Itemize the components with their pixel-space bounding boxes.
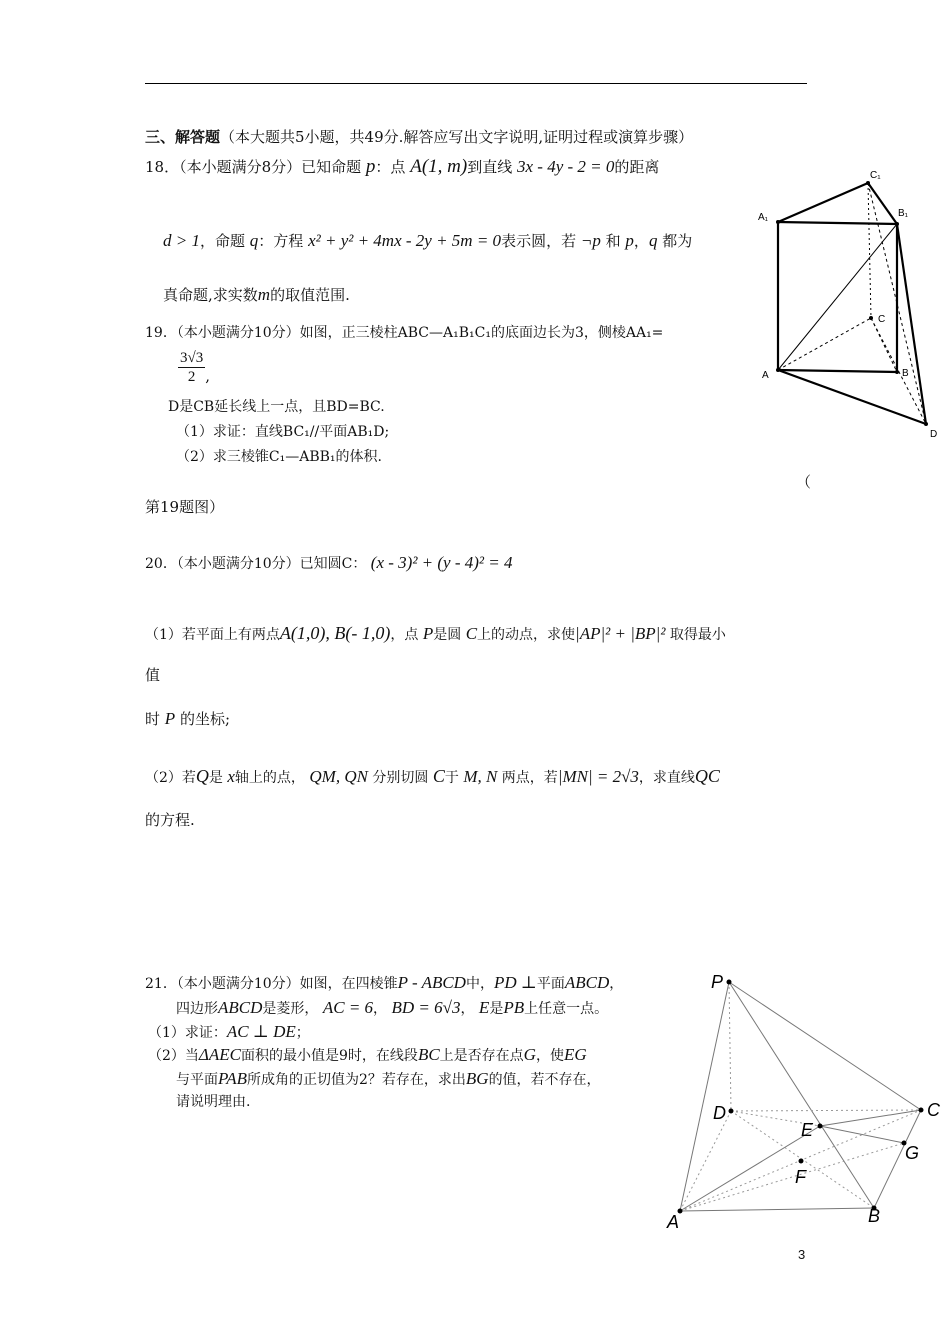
- q21-line2: 四边形ABCD是菱形， AC = 6， BD = 6√3， E是PB上任意一点。: [176, 998, 609, 1017]
- header-rule: [145, 83, 807, 84]
- page-number: 3: [798, 1247, 806, 1262]
- q20-part1-cont: 值: [145, 666, 161, 684]
- q20-part1-cont2: 时 P 的坐标;: [145, 709, 231, 728]
- label-E: E: [801, 1120, 814, 1140]
- q18-line1: 18．（本小题满分8分）已知命题 p：点 A(1, m)到直线 3x - 4y - 2 = 0的距离: [145, 156, 660, 177]
- q19-caption: 第19题图）: [145, 498, 225, 516]
- label-C1: C₁: [870, 170, 881, 181]
- q21-line5: 请说明理由.: [176, 1094, 251, 1110]
- section-desc: （本大题共5小题，共49分.解答应写出文字说明,证明过程或演算步骤）: [220, 128, 694, 146]
- q19-line2: D是CB延长线上一点，且BD=BC.: [168, 399, 385, 415]
- label-F: F: [795, 1167, 806, 1187]
- figure-19-prism: [740, 160, 945, 445]
- label-G: G: [905, 1143, 920, 1163]
- label-D: D: [713, 1103, 726, 1123]
- q21-part1: （1）求证：AC ⊥ DE；: [148, 1022, 310, 1041]
- q21-line4: 与平面PAB所成角的正切值为2？若存在，求出BG的值，若不存在，: [176, 1069, 601, 1088]
- label-D: D: [930, 429, 938, 440]
- figure-21-pyramid: [660, 965, 950, 1235]
- q21-part2: （2）当ΔAEC面积的最小值是9时，在线段BC上是否存在点G，使EG: [148, 1045, 587, 1064]
- label-B1: B₁: [898, 208, 909, 219]
- label-A: A: [667, 1212, 680, 1232]
- label-B: B: [868, 1206, 881, 1226]
- q20-part2: （2）若Q是 x轴上的点， QM, QN 分别切圆 C于 M, N 两点，若|MN| = 2√3，求直线QC: [145, 766, 720, 786]
- q20-line1: 20．（本小题满分10分）已知圆C： (x - 3)² + (y - 4)² = 4: [145, 553, 513, 572]
- q19-line1: 19．（本小题满分10分）如图，正三棱柱ABC—A₁B₁C₁的底面边长为3，侧棱AA₁=: [145, 325, 664, 341]
- q19-part1: （1）求证：直线BC₁//平面AB₁D;: [176, 424, 390, 440]
- q19-fraction: $\frac{3√3}{2}$ ,: [180, 350, 211, 385]
- label-A: A: [762, 370, 769, 381]
- q18-line3: 真命题,求实数m的取值范围.: [163, 285, 350, 304]
- section-title: 三、解答题: [145, 128, 221, 146]
- q19-paren: （: [796, 473, 812, 491]
- label-P: P: [711, 972, 724, 992]
- q21-line1: 21．（本小题满分10分）如图，在四棱锥P - ABCD中，PD ⊥平面ABCD，: [145, 973, 624, 992]
- q20-part1: （1）若平面上有两点A(1,0), B(- 1,0)，点 P是圆 C上的动点，求使|AP|² + |BP|² 取得最小: [145, 623, 726, 643]
- q20-part2-cont: 的方程.: [145, 811, 195, 829]
- section-header: [145, 127, 693, 147]
- label-C: C: [927, 1100, 940, 1120]
- label-A1: A₁: [758, 212, 769, 223]
- label-C: C: [878, 314, 886, 325]
- label-B: B: [902, 368, 909, 379]
- q18-line2: d > 1，命题 q：方程 x² + y² + 4mx - 2y + 5m = 0表示圆，若 ¬p 和 p，q 都为: [163, 231, 693, 250]
- q19-part2: （2）求三棱锥C₁—ABB₁的体积.: [176, 449, 382, 465]
